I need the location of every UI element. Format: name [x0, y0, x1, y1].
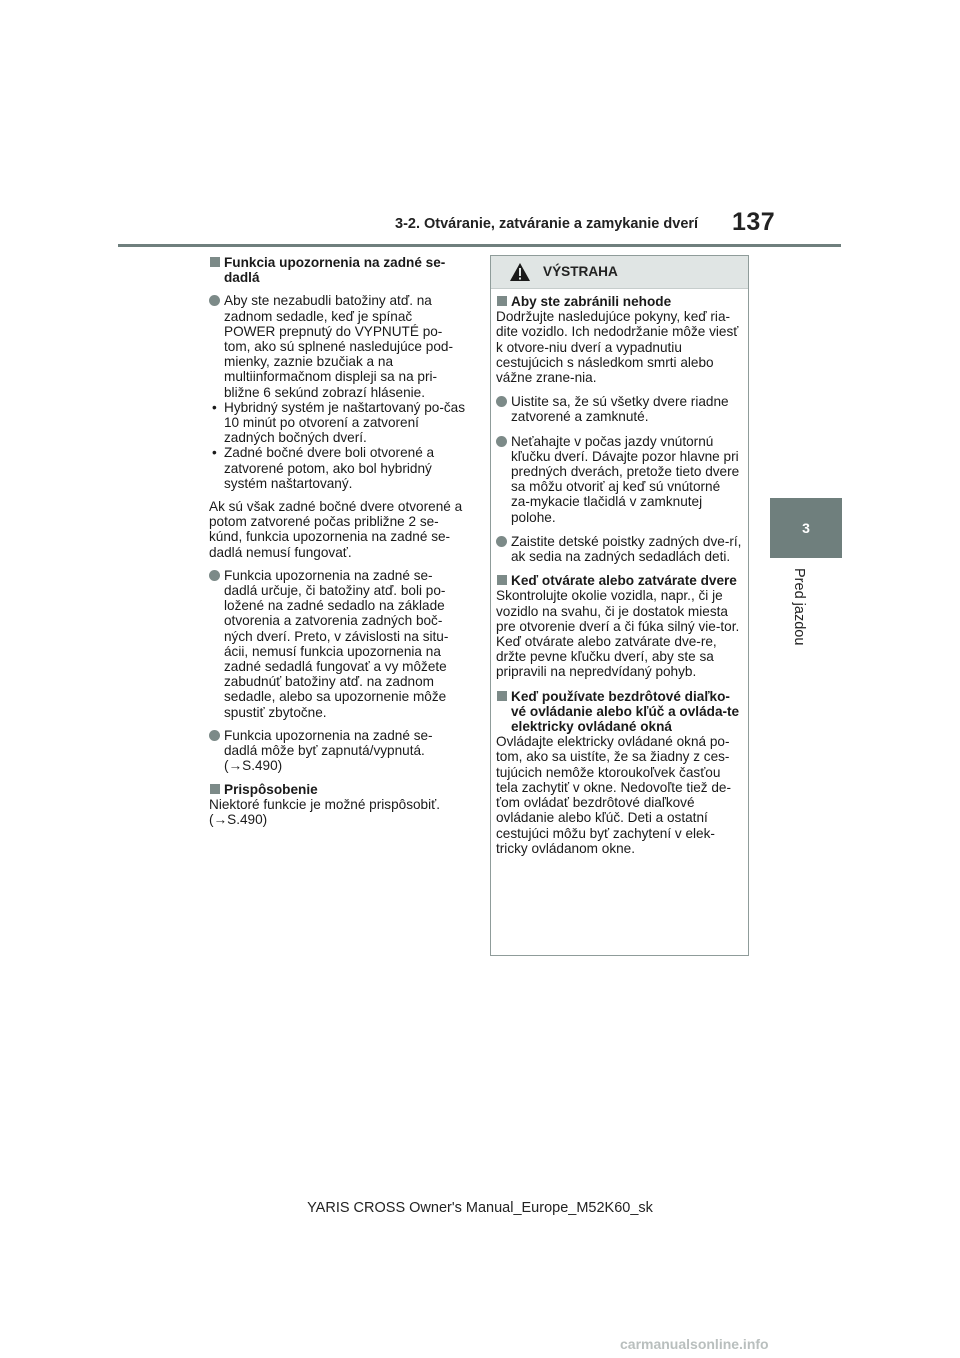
chapter-tab	[770, 498, 842, 558]
dot-marker: •	[212, 399, 217, 415]
bullet-item	[209, 293, 465, 399]
header-rule	[118, 244, 841, 247]
circle-bullet-icon	[496, 436, 507, 447]
bullet-item	[209, 728, 465, 774]
sub-item	[209, 400, 465, 446]
bullet-item	[496, 434, 742, 525]
circle-bullet-icon	[496, 396, 507, 407]
square-bullet-icon	[497, 296, 507, 306]
chapter-number: 3	[802, 520, 810, 536]
circle-bullet-icon	[209, 295, 220, 306]
paragraph: Ak sú však zadné bočné dvere otvorené a potom zatvorené počas približne 2 se-kúnd, funkcia upozornenia na zadné se-dadlá nemusí fungovať.	[209, 499, 463, 560]
circle-bullet-icon	[496, 536, 507, 547]
square-bullet-icon	[497, 575, 507, 585]
warning-body	[491, 289, 748, 856]
bullet-item	[496, 534, 742, 564]
paragraph: Dodržujte nasledujúce pokyny, keď ria-dite vozidlo. Ich nedodržanie môže viesť k otvore-niu dverí a vypadnutiu cestujúcich s následkom smrti alebo vážne zrane-nia.	[496, 309, 739, 386]
warning-box	[490, 255, 749, 956]
paragraph: Skontrolujte okolie vozidla, napr., či je vozidlo na svahu, či je dostatok miesta pre otvorenie dverí a či fúka silný vie-tor. Keď otvárate alebo zatvárate dve-re, držte pevne kľučku dverí, aby ste sa pripravili na nepredvídaný pohyb.	[496, 588, 740, 680]
section-title: 3-2. Otváranie, zatváranie a zamykanie dverí	[395, 216, 699, 232]
section-heading	[496, 689, 742, 735]
square-bullet-icon	[210, 257, 220, 267]
warning-header	[491, 256, 748, 289]
section-heading	[209, 782, 465, 797]
section-heading-text: Keď používate bezdrôtové diaľko-vé ovládanie alebo kľúč a ovláda-te elektricky ovládané okná	[511, 688, 740, 735]
circle-bullet-icon	[209, 730, 220, 741]
section-heading-text: Prispôsobenie	[224, 781, 318, 797]
sub-item-text: Hybridný systém je naštartovaný po-čas 10 minút po otvorení a zatvorení zadných bočných dverí.	[224, 399, 466, 446]
warning-triangle-icon	[509, 262, 531, 282]
bullet-text: Funkcia upozornenia na zadné se-dadlá môže byť zapnutá/vypnutá. (→S.490)	[224, 727, 433, 774]
bullet-text: Funkcia upozornenia na zadné se-dadlá určuje, či batožiny atď. boli po-ložené na zadné sedadlo na základe otvorenia a zatvorenia zadných boč-ných dverí. Preto, v závislosti na situ-ácii, nemusí funkcia upozornenia na zadné sedadlá fungovať a vy môžete zabudnúť batožiny atď. na zadnom sedadle, alebo sa upozornenie môže spustiť zbytočne.	[224, 567, 449, 720]
bullet-text: Uistite sa, že sú všetky dvere riadne zatvorené a zamknuté.	[511, 394, 729, 425]
section-heading	[496, 294, 742, 309]
section-heading	[209, 255, 465, 285]
section-heading	[496, 573, 742, 588]
warning-title: VÝSTRAHA	[543, 264, 618, 279]
circle-bullet-icon	[209, 570, 220, 581]
square-bullet-icon	[210, 784, 220, 794]
footer-text: YARIS CROSS Owner's Manual_Europe_M52K60_sk	[307, 1200, 653, 1216]
left-column	[209, 255, 465, 835]
section-heading-text: Aby ste zabránili nehode	[511, 294, 672, 309]
bullet-item	[496, 394, 742, 424]
section-heading-text: Keď otvárate alebo zatvárate dvere	[511, 573, 737, 589]
bullet-text: Aby ste nezabudli batožiny atď. na zadnom sedadle, keď je spínač POWER prepnutý do VYPNUTÉ po-tom, ako sú splnené nasledujúce pod-mienky, zaznie bzučiak a na multiinformačnom displeji sa na pri-bližne 6 sekúnd zobrazí hlásenie.	[224, 293, 453, 400]
paragraph: Ovládajte elektricky ovládané okná po-tom, ako sa uistíte, že sa žiadny z ces-tujúcich nemôže ktoroukoľvek časťou tela zachytiť v okne. Nedovoľte tiež de-ťom ovládať bezdrôtové diaľkové ovládanie alebo kľúč. Deti a ostatní cestujúci môžu byť zachytení v elek-tricky ovládanom okne.	[496, 734, 731, 856]
bullet-text: Zaistite detské poistky zadných dve-rí, ak sedia na zadných sedadlách deti.	[511, 533, 742, 565]
bullet-item	[209, 568, 465, 720]
page-number: 137	[732, 208, 776, 236]
sub-item	[209, 445, 465, 491]
watermark: carmanualsonline.info	[620, 1336, 769, 1352]
square-bullet-icon	[497, 691, 507, 701]
chapter-label: Pred jazdou	[791, 568, 807, 646]
dot-marker: •	[212, 445, 217, 461]
section-heading-text: Funkcia upozornenia na zadné se-dadlá	[224, 255, 446, 286]
paragraph: Niektoré funkcie je možné prispôsobiť. (→S.490)	[209, 796, 441, 827]
bullet-text: Neťahajte v počas jazdy vnútornú kľučku dverí. Dávajte pozor hlavne pri predných dverách, pretože tieto dvere sa môžu otvoriť aj keď sú vnútorné za-mykacie tlačidlá v zamknutej polohe.	[511, 433, 740, 525]
sub-item-text: Zadné bočné dvere boli otvorené a zatvorené potom, ako bol hybridný systém naštartovaný.	[224, 445, 435, 491]
